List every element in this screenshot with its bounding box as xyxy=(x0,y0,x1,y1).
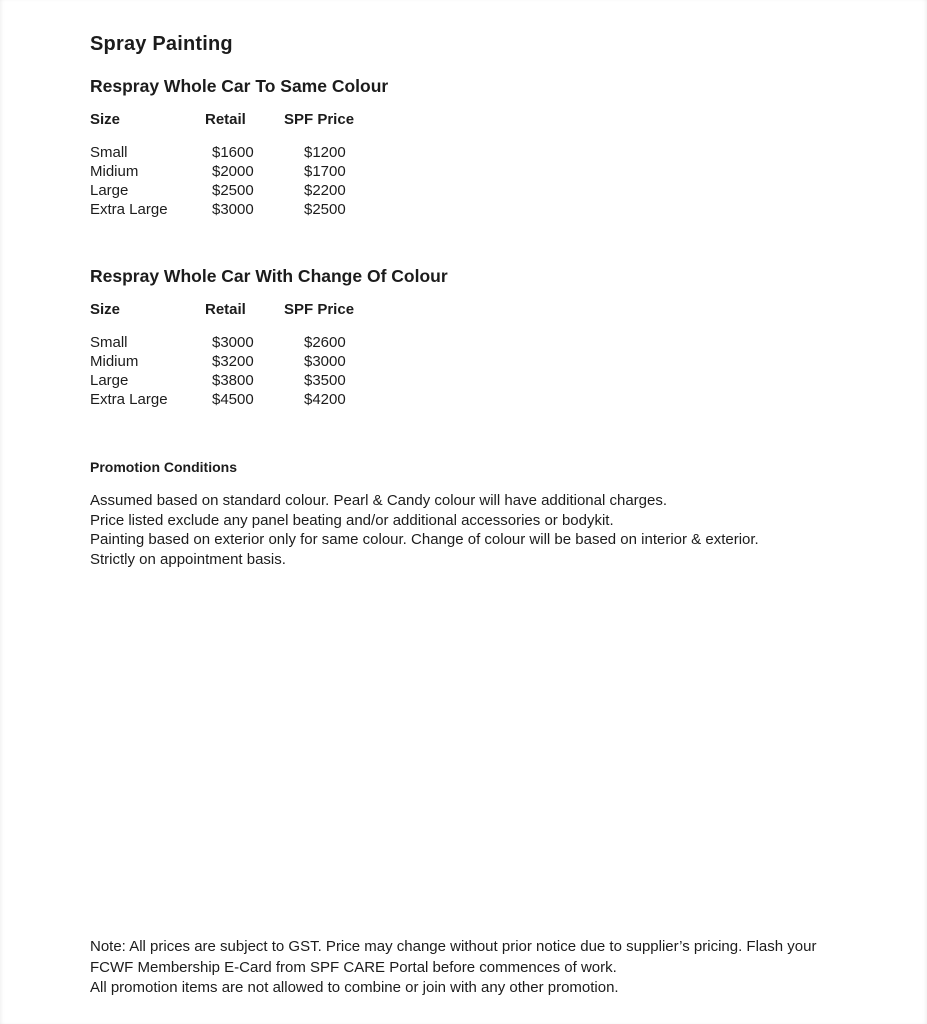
cell-size: Extra Large xyxy=(90,201,168,218)
cell-spf-price: $3500 xyxy=(304,372,346,389)
cell-size: Midium xyxy=(90,353,139,370)
footer-note xyxy=(90,937,920,999)
cell-spf-price: $4200 xyxy=(304,391,346,408)
column-header-retail: Retail xyxy=(205,301,246,318)
section-change-of-colour xyxy=(90,266,907,409)
cell-size: Large xyxy=(90,372,129,389)
cell-retail-price: $4500 xyxy=(212,391,254,408)
cell-size: Extra Large xyxy=(90,391,168,408)
cell-spf-price: $3000 xyxy=(304,353,346,370)
column-header-size: Size xyxy=(90,301,121,318)
column-header-retail: Retail xyxy=(205,111,246,128)
cell-retail-price: $3000 xyxy=(212,201,254,218)
promotion-condition-line: Strictly on appointment basis. xyxy=(90,550,286,568)
column-header-size: Size xyxy=(90,111,121,128)
table-row xyxy=(90,162,907,181)
table-body xyxy=(90,333,907,409)
cell-spf-price: $1700 xyxy=(304,163,346,180)
cell-spf-price: $2200 xyxy=(304,182,346,199)
table-row xyxy=(90,390,907,409)
section-heading-change-of-colour: Respray Whole Car With Change Of Colour xyxy=(90,266,448,286)
table-header-row xyxy=(90,110,907,129)
cell-spf-price: $1200 xyxy=(304,144,346,161)
promotion-condition-line: Painting based on exterior only for same colour. Change of colour will be based on interior & exterior. xyxy=(90,531,759,548)
table-row xyxy=(90,200,907,219)
promotion-condition-line: Price listed exclude any panel beating and/or additional accessories or bodykit. xyxy=(90,511,614,529)
cell-size: Small xyxy=(90,334,128,351)
footer-note-line: FCWF Membership E-Card from SPF CARE Portal before commences of work. xyxy=(90,958,617,976)
cell-retail-price: $3800 xyxy=(212,372,254,389)
cell-retail-price: $3000 xyxy=(212,334,254,351)
table-row xyxy=(90,371,907,390)
table-row xyxy=(90,352,907,371)
page-title: Spray Painting xyxy=(90,33,233,55)
cell-spf-price: $2500 xyxy=(304,201,346,218)
cell-size: Midium xyxy=(90,163,139,180)
table-row xyxy=(90,181,907,200)
promotion-conditions-heading: Promotion Conditions xyxy=(90,459,237,475)
promotion-conditions-text xyxy=(90,491,907,569)
footer-note-line: Note: All prices are subject to GST. Price may change without prior notice due to supplier’s pricing. Flash your xyxy=(90,938,817,955)
footer-note-line: All promotion items are not allowed to combine or join with any other promotion. xyxy=(90,979,619,996)
cell-retail-price: $2500 xyxy=(212,182,254,199)
price-table-change-of-colour xyxy=(90,300,907,409)
column-header-spf-price: SPF Price xyxy=(284,301,355,318)
cell-retail-price: $1600 xyxy=(212,144,254,161)
price-table-same-colour xyxy=(90,110,907,219)
cell-size: Small xyxy=(90,144,128,161)
table-row xyxy=(90,143,907,162)
cell-retail-price: $2000 xyxy=(212,163,254,180)
section-same-colour xyxy=(90,76,907,219)
cell-size: Large xyxy=(90,182,129,199)
column-header-spf-price: SPF Price xyxy=(284,111,355,128)
table-header-row xyxy=(90,300,907,319)
cell-spf-price: $2600 xyxy=(304,334,346,351)
promotion-condition-line: Assumed based on standard colour. Pearl & Candy colour will have additional charges. xyxy=(90,492,668,509)
table-body xyxy=(90,143,907,219)
table-row xyxy=(90,333,907,352)
section-heading-same-colour: Respray Whole Car To Same Colour xyxy=(90,76,389,96)
cell-retail-price: $3200 xyxy=(212,353,254,370)
promotion-conditions-section xyxy=(90,458,907,569)
